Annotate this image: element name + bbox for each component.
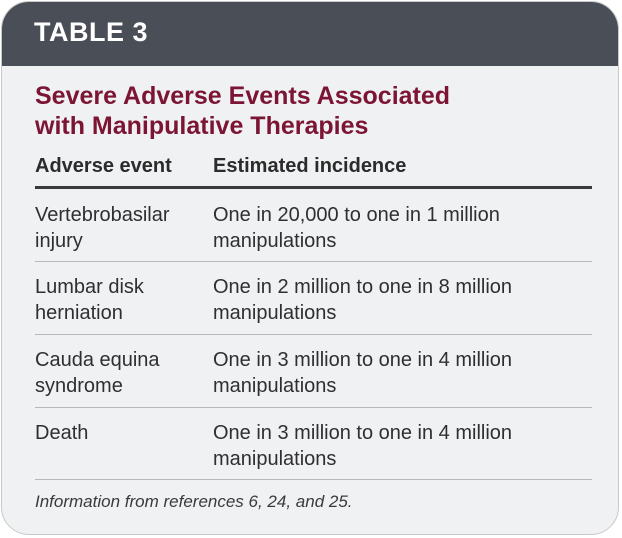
table-row-4-incidence (213, 420, 583, 472)
row-divider (35, 407, 592, 408)
cell-line: One in 3 million to one in 4 million (213, 349, 513, 371)
cell-line: manipulations (213, 230, 337, 252)
table-row-2-event (35, 274, 205, 326)
table-row-3-incidence (213, 347, 583, 399)
header-rule (35, 186, 592, 189)
cell-line: herniation (35, 302, 123, 324)
table-title (35, 81, 575, 141)
table-label: TABLE 3 (34, 17, 149, 47)
table-title-line-2: with Manipulative Therapies (35, 112, 369, 140)
table-card (1, 1, 619, 535)
table-title-line-1: Severe Adverse Events Associated (35, 82, 451, 110)
cell-line: Cauda equina (35, 349, 160, 371)
cell-line: Vertebrobasilar (35, 204, 170, 226)
table-header-bar (2, 2, 618, 66)
cell-line: One in 3 million to one in 4 million (213, 422, 513, 444)
table-row-1-event (35, 202, 205, 254)
table-row-4-event (35, 420, 205, 446)
row-divider (35, 261, 592, 262)
cell-line: One in 20,000 to one in 1 million (213, 204, 500, 226)
row-divider (35, 334, 592, 335)
cell-line: manipulations (213, 448, 337, 470)
cell-line: syndrome (35, 375, 123, 397)
table-footnote: Information from references 6, 24, and 25. (35, 492, 353, 511)
column-header-estimated-incidence: Estimated incidence (213, 155, 407, 177)
cell-line: injury (35, 230, 83, 252)
cell-line: One in 2 million to one in 8 million (213, 276, 513, 298)
table-row-1-incidence (213, 202, 583, 254)
cell-line: Death (35, 422, 89, 444)
cell-line: manipulations (213, 302, 337, 324)
cell-line: manipulations (213, 375, 337, 397)
table-row-2-incidence (213, 274, 583, 326)
column-header-adverse-event: Adverse event (35, 155, 172, 177)
cell-line: Lumbar disk (35, 276, 144, 298)
row-divider (35, 479, 592, 480)
table-row-3-event (35, 347, 205, 399)
